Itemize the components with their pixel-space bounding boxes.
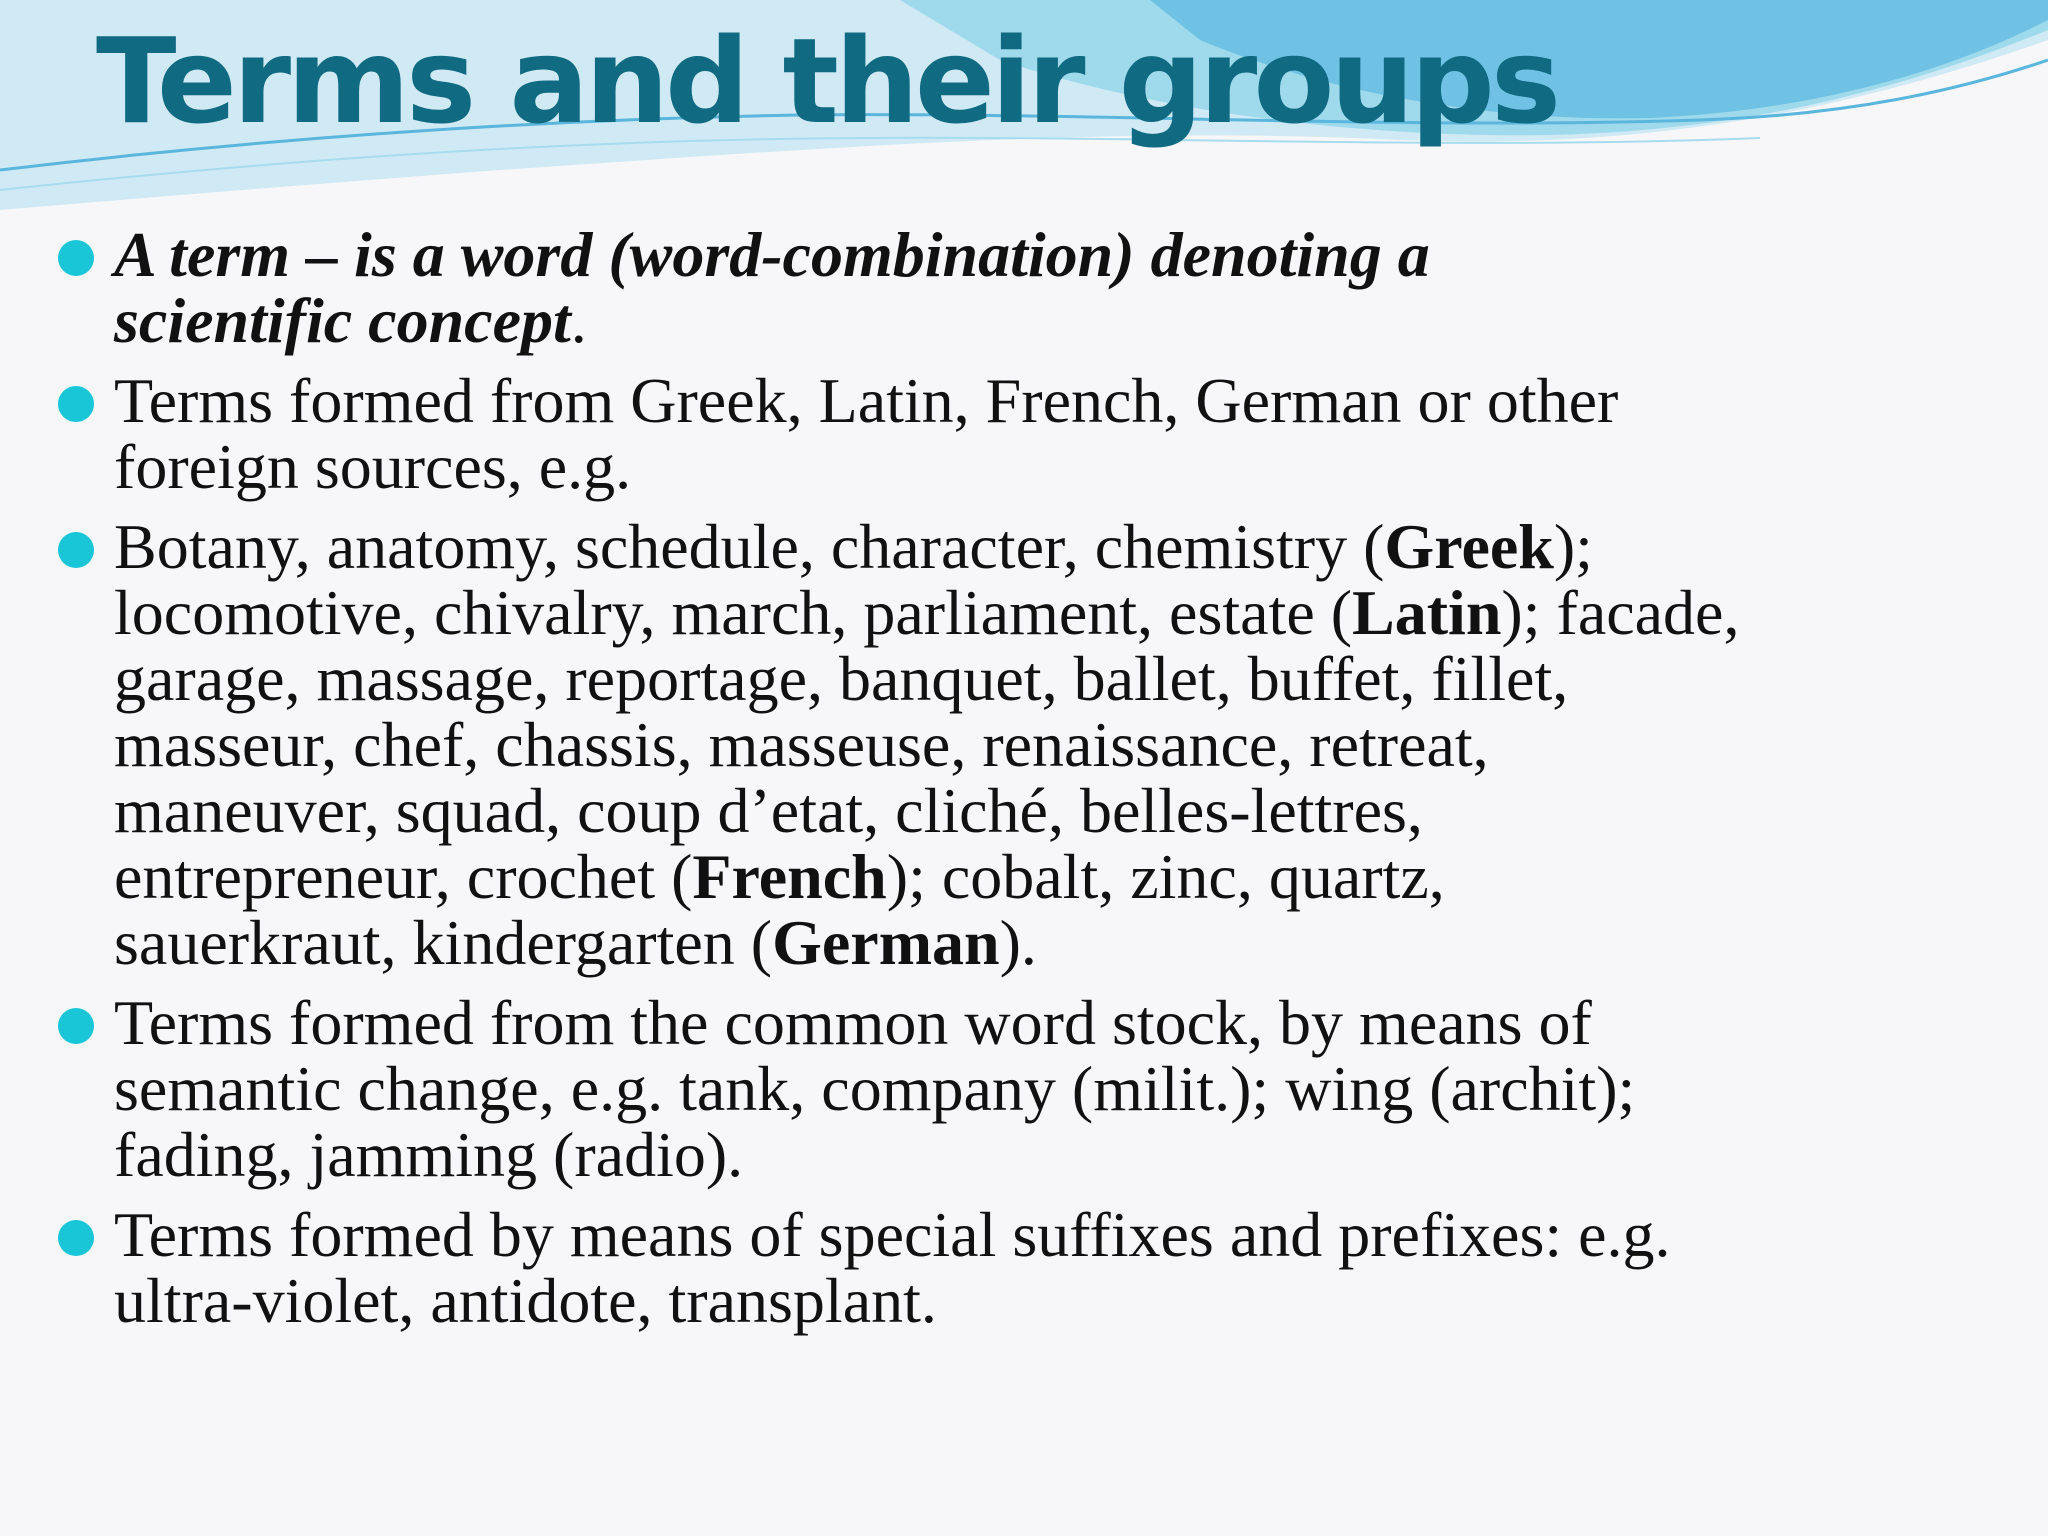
bullet-dot-icon [58,532,94,568]
examples-line-4: masseur, chef, chassis, masseuse, renaissance, retreat, [114,709,1489,780]
examples-line-5: maneuver, squad, coup d’etat, cliché, belles-lettres, [114,775,1423,846]
slide-title: Terms and their groups [96,12,1558,150]
semantic-line-3: fading, jamming (radio). [114,1119,744,1190]
bullet-affixes [0,1199,2048,1336]
examples-line-3: garage, massage, reportage, banquet, ballet, buffet, fillet, [114,643,1569,714]
definition-line-1: A term – is a word (word-combination) denoting a [114,219,1430,290]
affixes-line-1: Terms formed by means of special suffixes and prefixes: e.g. [114,1199,1671,1270]
definition-period: . [570,285,587,356]
bullet-list [0,219,2048,1348]
examples-line-6: entrepreneur, crochet (French); cobalt, zinc, quartz, [114,841,1445,912]
semantic-line-2: semantic change, e.g. tank, company (milit.); wing (archit); [114,1053,1636,1124]
lang-latin: Latin [1352,577,1502,648]
bullet-dot-icon [58,240,94,276]
definition-line-2: scientific concept [114,285,571,356]
bullet-examples [0,511,2048,978]
semantic-line-1: Terms formed from the common word stock, by means of [114,987,1592,1058]
lang-greek: Greek [1384,511,1554,582]
examples-line-7: sauerkraut, kindergarten (German). [114,907,1037,978]
affixes-line-2: ultra-violet, antidote, transplant. [114,1265,937,1336]
examples-line-2: locomotive, chivalry, march, parliament, estate (Latin); facade, [114,577,1740,648]
lang-german: German [772,907,1000,978]
bullet-dot-icon [58,1008,94,1044]
bullet-dot-icon [58,1220,94,1256]
foreign-line-2: foreign sources, e.g. [114,431,632,502]
bullet-dot-icon [58,386,94,422]
bullet-semantic-change [0,987,2048,1190]
bullet-foreign-sources [0,365,2048,502]
lang-french: French [692,841,887,912]
examples-line-1: Botany, anatomy, schedule, character, chemistry (Greek); [114,511,1593,582]
bullet-definition [0,219,2048,356]
foreign-line-1: Terms formed from Greek, Latin, French, German or other [114,365,1619,436]
